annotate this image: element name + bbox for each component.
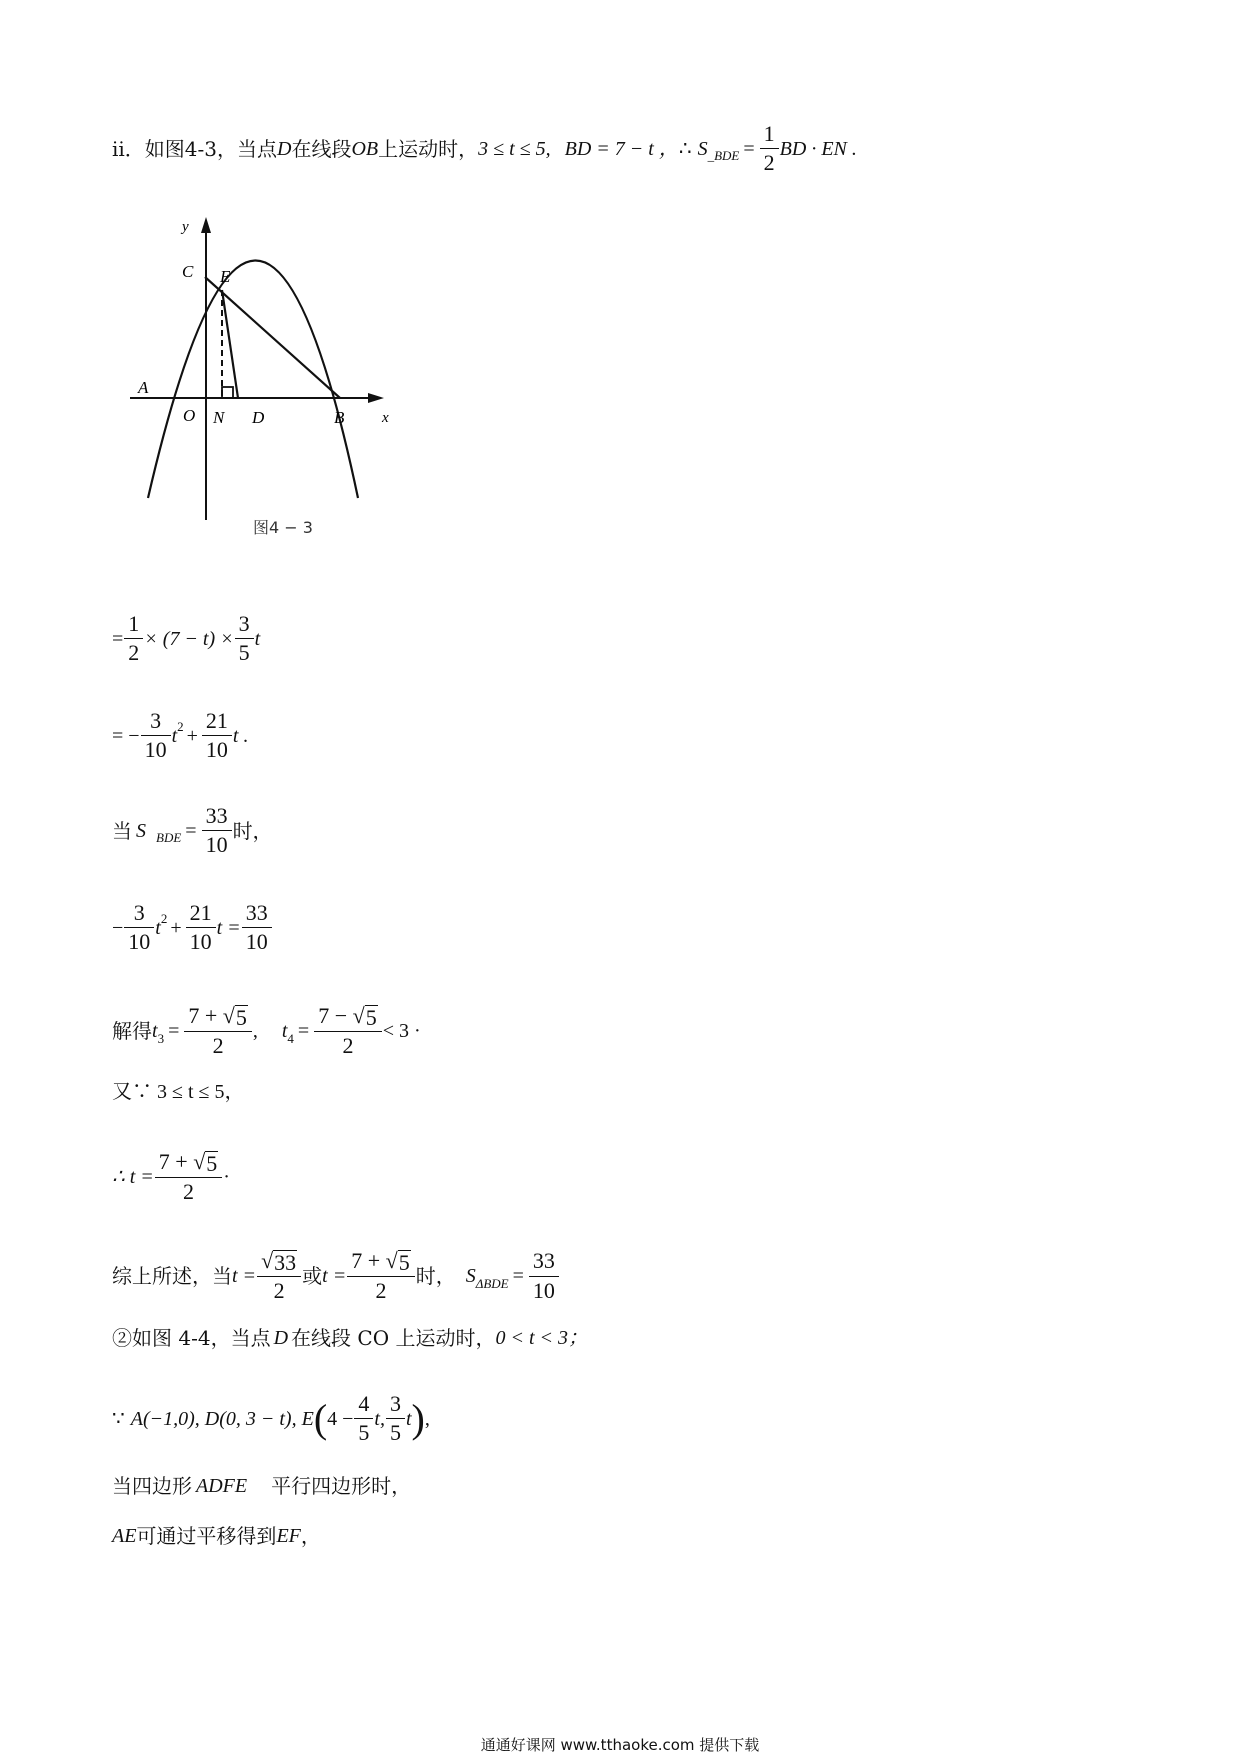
line1-range: 3 ≤ t ≤ 5,	[478, 137, 551, 160]
eq2-lead: = −	[112, 724, 140, 747]
eq1-f1n: 1	[128, 611, 140, 636]
eq5-comma: ,	[252, 1020, 258, 1043]
eq4-f1n: 3	[133, 900, 145, 925]
therefore-symbol: ∴	[678, 137, 692, 160]
page-footer: 通通好课网 www.tthaoke.com 提供下载	[480, 1736, 760, 1754]
eq9-d: D	[273, 1327, 289, 1349]
eq4-f2n: 21	[189, 900, 212, 925]
label-x: x	[382, 410, 389, 426]
eq8-d1: 2	[257, 1276, 301, 1303]
eq5-eq1: =	[168, 1020, 180, 1043]
line1-bd: BD = 7 − t ，	[564, 137, 679, 160]
segment-cb	[205, 277, 340, 398]
eq7-na: 7 +	[158, 1149, 188, 1174]
eq4-sup: 2	[160, 911, 168, 927]
eq7-d: 2	[155, 1177, 223, 1204]
eq2-sup: 2	[177, 719, 184, 735]
eq5-lead: 解得	[112, 1019, 152, 1044]
label-a: A	[138, 378, 149, 397]
sqrt-icon: √ 5	[193, 1149, 218, 1176]
frac-num: 1	[763, 121, 775, 146]
eq9-prefix: ②如图 4-4，当点	[112, 1326, 271, 1350]
eq1-frac2	[237, 612, 252, 665]
sqrt-icon: √ 5	[352, 1003, 377, 1030]
eq7-frac	[157, 1150, 221, 1204]
eq10-in3: t	[405, 1407, 412, 1430]
eq12-mid: 可通过平移得到	[136, 1524, 277, 1548]
eq7-lead: ∴ t =	[112, 1166, 154, 1189]
eq5-r1: 5	[235, 1005, 247, 1030]
sqrt-icon: √ 33	[261, 1248, 297, 1275]
eq8-t2: t =	[322, 1265, 347, 1288]
eq2-frac2	[204, 709, 230, 762]
eq5-num2	[316, 1004, 380, 1031]
eq5-s3: 3	[157, 1030, 165, 1046]
figure-4-3	[120, 215, 450, 545]
eq10-a: A(−1,0), D(0, 3 − t), E	[130, 1407, 314, 1430]
label-e: E	[220, 267, 231, 286]
eq1-f2d: 5	[235, 638, 254, 665]
eq7-tail: ·	[223, 1166, 230, 1189]
y-axis-arrow-icon	[201, 217, 211, 233]
sqrt-icon: √ 5	[222, 1003, 247, 1030]
equation-12	[112, 1526, 321, 1546]
eq2-t: t	[171, 724, 178, 747]
eq10-fn1: 4	[358, 1391, 370, 1416]
eq1-tail: t	[254, 627, 261, 650]
eq2-plus: +	[186, 724, 198, 747]
eq8-lead: 综上所述，当	[112, 1264, 232, 1289]
eq4-f2d: 10	[186, 927, 216, 954]
eq8-sub: ΔBDE	[475, 1275, 509, 1291]
frac-den: 2	[760, 148, 779, 175]
area-subscript: _BDE	[707, 148, 740, 164]
eq1-mid: × (7 − t) ×	[144, 627, 234, 650]
eq12-b: EF	[276, 1525, 301, 1547]
fraction-half	[762, 122, 777, 175]
eq4-mid: t =	[216, 916, 241, 939]
eq8-fn: 33	[532, 1248, 555, 1274]
eq5-d1: 2	[184, 1031, 252, 1058]
eq4-plus: +	[170, 916, 182, 939]
eq3-sub: BDE	[156, 830, 182, 846]
eq1-frac1	[126, 612, 141, 665]
right-angle-mark	[222, 387, 233, 398]
eq3-lead: 当	[112, 818, 132, 843]
eq10-frac1	[356, 1392, 371, 1445]
eq4-t: t	[155, 916, 161, 939]
eq5-n2a: 7 −	[318, 1003, 348, 1028]
equation-6	[112, 1082, 245, 1102]
equals: =	[743, 137, 755, 160]
eq4-frac1	[126, 901, 152, 954]
eq10-close: )	[411, 1395, 425, 1441]
eq10-fn2: 3	[389, 1391, 401, 1416]
eq10-lead: ∵	[112, 1407, 125, 1430]
eq7-num	[157, 1150, 221, 1177]
equation-1	[112, 612, 260, 665]
eq8-fd: 10	[529, 1276, 559, 1303]
label-o: O	[183, 406, 196, 425]
eq8-frac1	[259, 1249, 299, 1303]
eq5-s4: 4	[287, 1030, 294, 1046]
line1-rest: BD · EN .	[779, 137, 857, 160]
segment-ed	[222, 290, 238, 398]
eq2-f1d: 10	[141, 735, 171, 762]
label-b: B	[334, 408, 345, 427]
eq8-r: 5	[398, 1250, 410, 1275]
eq5-n1a: 7 +	[188, 1003, 218, 1028]
label-y: y	[182, 219, 189, 235]
equation-7	[112, 1150, 230, 1204]
eq8-tail: 时，	[415, 1264, 456, 1289]
eq3-s: S	[136, 819, 146, 842]
x-axis-arrow-icon	[368, 393, 384, 403]
eq5-d2: 2	[314, 1031, 382, 1058]
area-s: S	[697, 137, 708, 160]
eq12-a: AE	[112, 1525, 137, 1547]
eq10-in1: 4 −	[327, 1407, 354, 1430]
parabola-curve	[148, 261, 358, 499]
point-d: D	[277, 137, 292, 160]
equation-5	[112, 1004, 421, 1058]
eq12-tail: ，	[300, 1524, 321, 1548]
eq10-fd2: 5	[386, 1418, 405, 1445]
eq4-f1d: 10	[124, 927, 154, 954]
eq8-d2: 2	[347, 1276, 415, 1303]
eq4-f3n: 33	[245, 900, 268, 925]
eq11-tail: 平行四边形时，	[271, 1474, 412, 1498]
eq2-f2n: 21	[205, 708, 228, 733]
line-1	[112, 122, 857, 175]
eq11-shape: ADFE	[196, 1475, 248, 1497]
equation-3	[112, 804, 273, 857]
eq8-na: 7 +	[351, 1248, 381, 1273]
eq4-lead: −	[112, 916, 124, 939]
label-n: N	[213, 408, 225, 427]
eq2-f1n: 3	[150, 708, 162, 733]
eq2-tail: t .	[232, 724, 249, 747]
eq8-t1: t =	[232, 1265, 257, 1288]
eq4-frac3	[244, 901, 270, 954]
eq8-frac2	[349, 1249, 413, 1303]
eq8-or: 或	[302, 1264, 323, 1289]
eq10-open: (	[313, 1395, 328, 1441]
line1-mid1: 在线段	[291, 136, 352, 161]
equation-10	[112, 1392, 430, 1445]
equation-8	[112, 1249, 560, 1303]
equation-4	[112, 901, 273, 954]
eq11-lead: 当四边形	[112, 1474, 192, 1498]
eq4-frac2	[188, 901, 214, 954]
eq8-s: S	[465, 1265, 476, 1288]
eq5-eq2: =	[297, 1020, 310, 1043]
eq2-f2d: 10	[202, 735, 232, 762]
eq8-num2	[349, 1249, 413, 1276]
equation-9	[112, 1328, 588, 1348]
segment-ob: OB	[351, 137, 379, 160]
eq1-f1d: 2	[124, 638, 143, 665]
eq3-fd: 10	[202, 830, 232, 857]
eq10-fd1: 5	[354, 1418, 373, 1445]
line1-mid2: 上运动时，	[378, 136, 479, 161]
eq5-tail: < 3 ·	[382, 1020, 421, 1043]
figure-caption: 图4 − 3	[253, 518, 313, 537]
eq6-text: 又∵ 3 ≤ t ≤ 5，	[112, 1081, 245, 1103]
equation-11	[112, 1476, 411, 1496]
eq4-f3d: 10	[242, 927, 272, 954]
eq5-t3: t	[152, 1020, 158, 1043]
eq5-r2: 5	[365, 1005, 377, 1030]
eq10-tail: ,	[424, 1407, 430, 1430]
eq3-fn: 33	[205, 803, 228, 828]
eq10-in2: t,	[374, 1407, 385, 1430]
label-d: D	[252, 408, 265, 427]
eq8-eq: =	[512, 1265, 524, 1288]
eq7-r: 5	[206, 1151, 218, 1176]
eq1-lead: =	[112, 627, 124, 650]
eq1-f2n: 3	[238, 611, 250, 636]
eq3-frac	[204, 804, 230, 857]
line1-prefix: ii．如图4-3，当点	[112, 136, 277, 161]
eq5-num1	[186, 1004, 250, 1031]
sqrt-icon: √ 5	[385, 1248, 410, 1275]
eq5-frac2	[316, 1004, 380, 1058]
equation-2	[112, 709, 248, 762]
eq5-t4: t	[281, 1020, 288, 1043]
eq9-mid: 在线段 CO 上运动时，	[291, 1326, 496, 1350]
eq3-eq: =	[185, 819, 197, 842]
eq8-num1	[259, 1249, 299, 1276]
eq2-frac1	[143, 709, 169, 762]
eq9-range: 0 < t < 3；	[495, 1327, 589, 1349]
label-c: C	[182, 262, 194, 281]
eq3-tail: 时，	[232, 818, 273, 843]
eq10-frac2	[388, 1392, 403, 1445]
eq5-frac1	[186, 1004, 250, 1058]
eq8-r1: 33	[274, 1250, 297, 1275]
eq8-frac3	[531, 1249, 557, 1302]
